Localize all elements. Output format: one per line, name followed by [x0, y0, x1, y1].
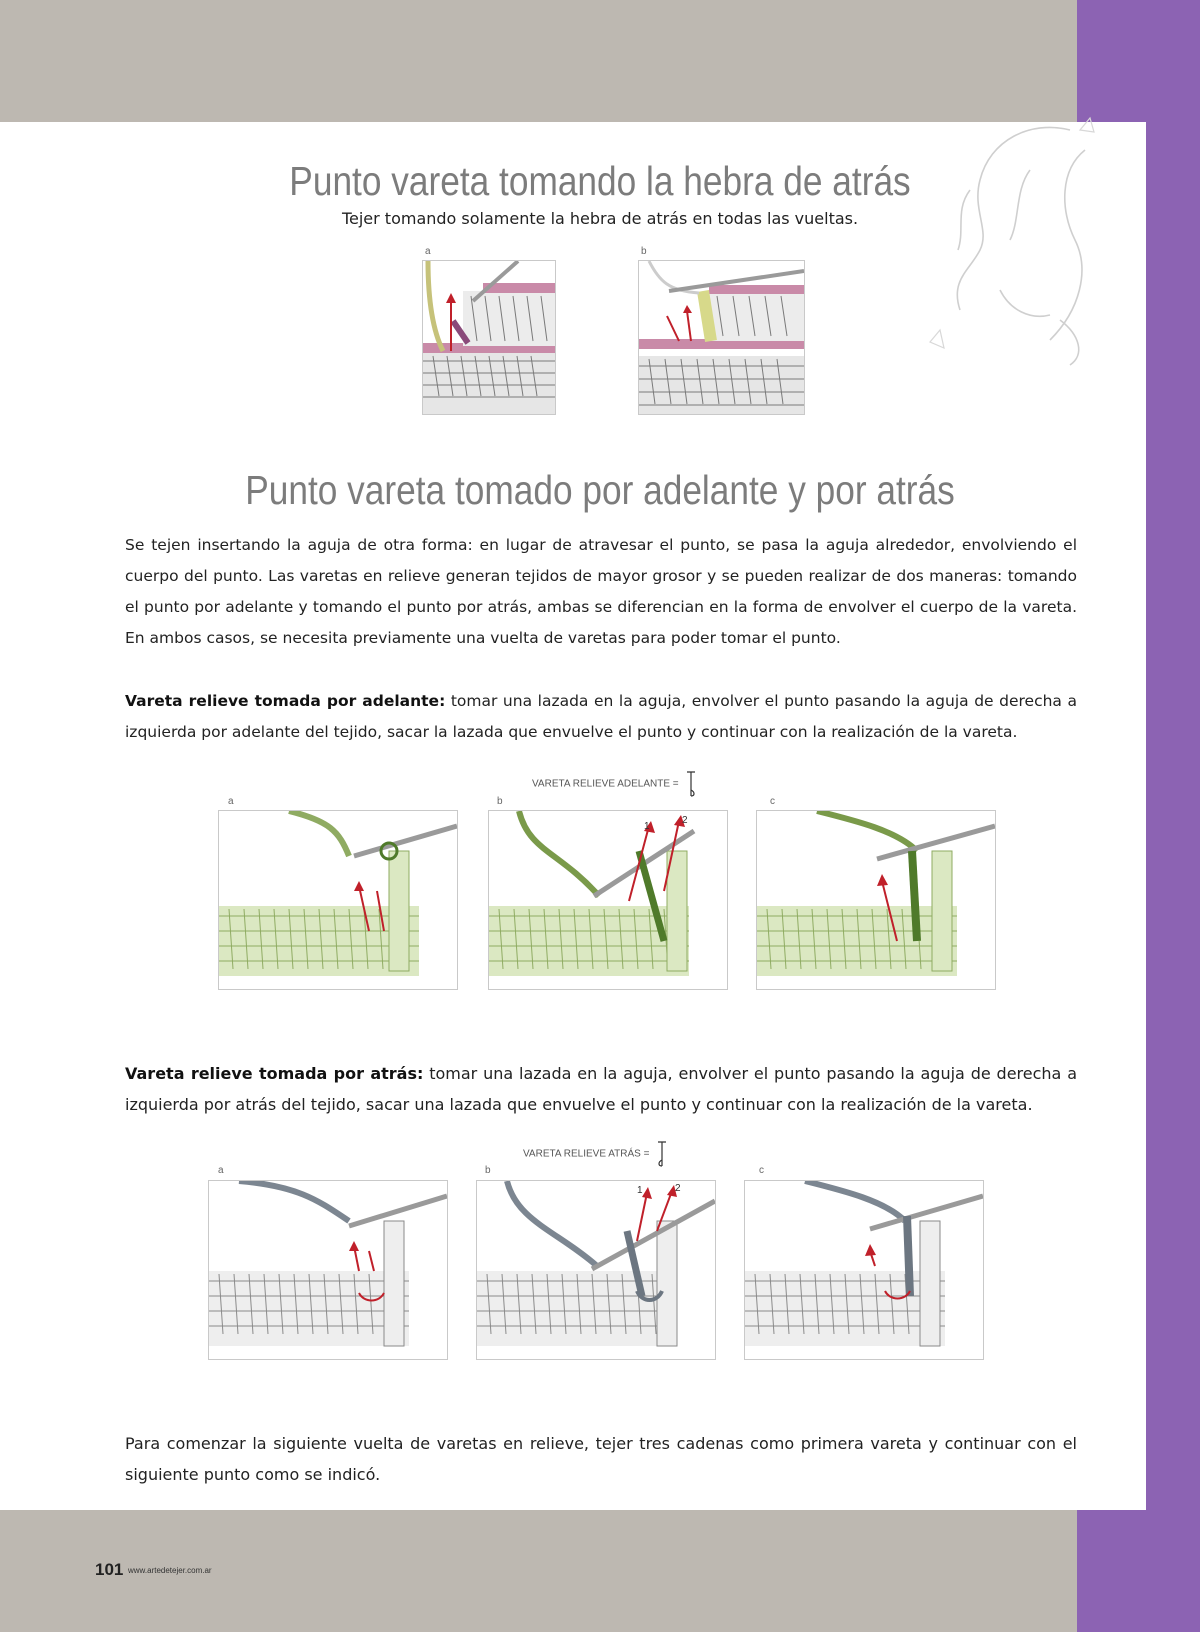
arrow-number-2: 2	[675, 1183, 681, 1194]
front-figure-label-b: b	[497, 796, 503, 807]
front-post-formula	[532, 770, 697, 798]
back-figure-label-a: a	[218, 1165, 224, 1176]
back-figure-label-b: b	[485, 1165, 491, 1176]
back-post-figure-c	[744, 1180, 984, 1360]
back-post-paragraph	[125, 1058, 1077, 1120]
front-post-formula-text: VARETA RELIEVE ADELANTE =	[532, 778, 679, 790]
arrow-number-1: 1	[637, 1185, 643, 1196]
front-post-paragraph	[125, 686, 1077, 748]
figure-label-a: a	[425, 246, 431, 257]
front-post-symbol-icon	[685, 770, 697, 798]
front-post-heading: Vareta relieve tomada por adelante:	[125, 691, 446, 710]
back-post-formula-text: VARETA RELIEVE ATRÁS =	[523, 1148, 650, 1160]
website-url: www.artedetejer.com.ar	[128, 1566, 212, 1575]
back-loop-figure-b	[638, 260, 805, 415]
section2-title: Punto vareta tomado por adelante y por atrás	[245, 467, 955, 513]
section1-title: Punto vareta tomando la hebra de atrás	[289, 158, 911, 204]
back-post-heading: Vareta relieve tomada por atrás:	[125, 1064, 424, 1083]
section1-subtitle: Tejer tomando solamente la hebra de atrás en todas las vueltas.	[341, 209, 859, 228]
front-figure-label-a: a	[228, 796, 234, 807]
page-number: 101	[95, 1560, 124, 1579]
front-post-figure-a	[218, 810, 458, 990]
back-post-figure-b	[476, 1180, 716, 1360]
back-post-symbol-icon	[656, 1140, 668, 1168]
back-post-figure-a	[208, 1180, 448, 1360]
front-post-figure-b	[488, 810, 728, 990]
closing-paragraph: Para comenzar la siguiente vuelta de varetas en relieve, tejer tres cadenas como primera vareta y continuar con el siguiente punto como se indicó.	[125, 1434, 1077, 1484]
back-post-text: tomar una lazada en la aguja, envolver el punto pasando la aguja de derecha a izquierda por atrás del tejido, sacar una lazada que envuelve el punto y continuar con la realización de la vareta.	[125, 1064, 1077, 1114]
front-post-text: tomar una lazada en la aguja, envolver el punto pasando la aguja de derecha a izquierda por adelante del tejido, sacar la lazada que envuelve el punto y continuar con la realización de la vareta.	[125, 691, 1077, 741]
figure-label-b: b	[641, 246, 647, 257]
back-figure-label-c: c	[759, 1165, 764, 1176]
front-post-figure-c	[756, 810, 996, 990]
section2-intro-paragraph: Se tejen insertando la aguja de otra forma: en lugar de atravesar el punto, se pasa la aguja alrededor, envolviendo el cuerpo del punto. Las varetas en relieve generan tejidos de mayor grosor y se pueden realizar de dos maneras: tomando el punto por adelante y tomando el punto por atrás, ambas se diferencian en la forma de envolver el cuerpo de la vareta. En ambos casos, se necesita previamente una vuelta de varetas para poder tomar el punto.	[125, 535, 1077, 647]
back-post-formula	[523, 1140, 668, 1168]
arrow-number-1: 1	[644, 821, 650, 832]
front-figure-label-c: c	[770, 796, 775, 807]
woman-silhouette-illustration	[910, 110, 1110, 380]
back-loop-figure-a	[422, 260, 556, 415]
arrow-number-2: 2	[682, 815, 688, 826]
